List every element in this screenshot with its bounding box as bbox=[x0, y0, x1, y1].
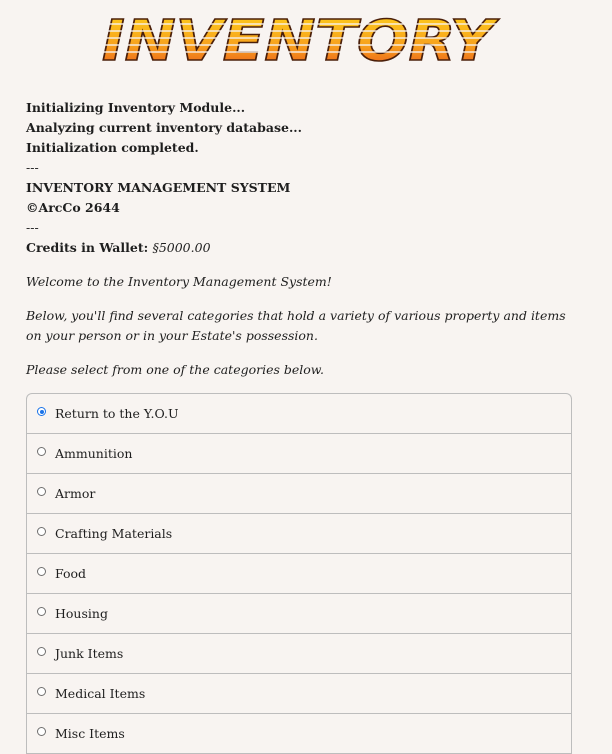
intro-text bbox=[26, 272, 572, 380]
inventory-logo bbox=[0, 4, 612, 70]
radio-checked-icon[interactable] bbox=[37, 407, 46, 416]
credits-amount: §5000.00 bbox=[152, 240, 211, 255]
option-label: Return to the Y.O.U bbox=[55, 406, 179, 421]
copyright: ©ArcCo 2644 bbox=[26, 200, 120, 215]
category-options bbox=[26, 393, 572, 754]
radio-icon[interactable] bbox=[37, 487, 46, 496]
option-ammunition[interactable] bbox=[27, 434, 571, 474]
option-label: Junk Items bbox=[55, 646, 124, 661]
radio-icon[interactable] bbox=[37, 687, 46, 696]
boot-line-2: Analyzing current inventory database... bbox=[26, 120, 303, 135]
terminal-content bbox=[26, 98, 572, 754]
separator: --- bbox=[26, 160, 39, 175]
prompt-text: Please select from one of the categories below. bbox=[26, 362, 324, 377]
option-food[interactable] bbox=[27, 554, 571, 594]
boot-line-3: Initialization completed. bbox=[26, 140, 199, 155]
radio-icon[interactable] bbox=[37, 727, 46, 736]
credits-label: Credits in Wallet: bbox=[26, 240, 149, 255]
option-crafting-materials[interactable] bbox=[27, 514, 571, 554]
option-armor[interactable] bbox=[27, 474, 571, 514]
welcome-text: Welcome to the Inventory Management System! bbox=[26, 274, 332, 289]
boot-log bbox=[26, 98, 572, 258]
option-housing[interactable] bbox=[27, 594, 571, 634]
option-misc-items[interactable] bbox=[27, 714, 571, 754]
option-label: Misc Items bbox=[55, 726, 125, 741]
radio-icon[interactable] bbox=[37, 607, 46, 616]
system-name: INVENTORY MANAGEMENT SYSTEM bbox=[26, 180, 291, 195]
radio-icon[interactable] bbox=[37, 447, 46, 456]
option-label: Food bbox=[55, 566, 87, 581]
option-medical-items[interactable] bbox=[27, 674, 571, 714]
option-label: Housing bbox=[55, 606, 108, 621]
option-label: Armor bbox=[55, 486, 96, 501]
option-label: Crafting Materials bbox=[55, 526, 173, 541]
description-text: Below, you'll find several categories that hold a variety of various property and items on your person or in your Estate's possession. bbox=[26, 308, 566, 343]
credits-row bbox=[26, 238, 572, 258]
boot-line-1: Initializing Inventory Module... bbox=[26, 100, 246, 115]
option-return[interactable] bbox=[27, 394, 571, 434]
radio-icon[interactable] bbox=[37, 647, 46, 656]
option-label: Ammunition bbox=[55, 446, 133, 461]
option-label: Medical Items bbox=[55, 686, 146, 701]
separator: --- bbox=[26, 220, 39, 235]
option-junk-items[interactable] bbox=[27, 634, 571, 674]
logo-text: INVENTORY bbox=[102, 9, 500, 70]
radio-icon[interactable] bbox=[37, 567, 46, 576]
radio-icon[interactable] bbox=[37, 527, 46, 536]
